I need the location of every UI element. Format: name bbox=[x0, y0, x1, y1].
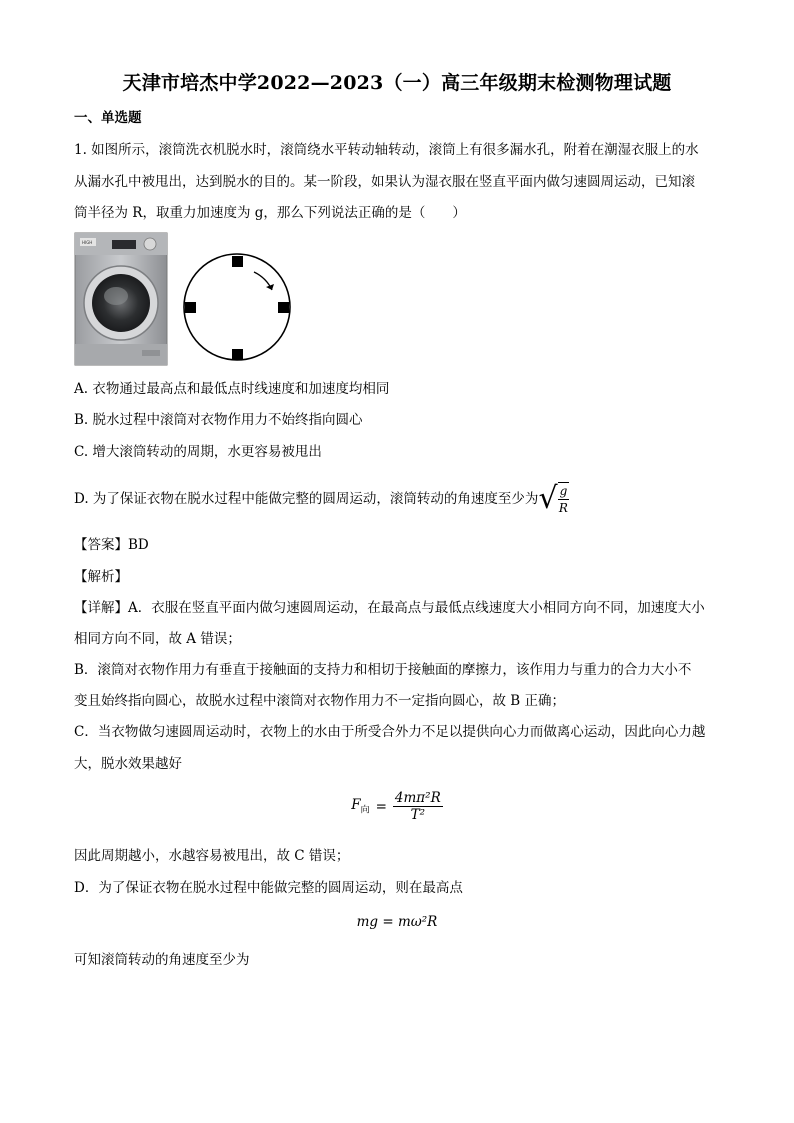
analysis-c-line-2: 大，脱水效果越好 bbox=[74, 756, 182, 772]
analysis-c-line-3: 因此周期越小，水越容易被甩出，故 C 错误； bbox=[74, 848, 350, 864]
option-c: C. 增大滚筒转动的周期，水更容易被甩出 bbox=[74, 444, 322, 460]
clothes-block-bottom bbox=[232, 349, 243, 360]
analysis-c-line-1: C．当衣物做匀速圆周运动时，衣物上的水由于所受合外力不足以提供向心力而做离心运动，因此向心力越 bbox=[74, 724, 706, 740]
section-heading: 一、单选题 bbox=[74, 110, 142, 126]
washing-machine-image bbox=[74, 232, 168, 366]
formula1-fraction bbox=[393, 790, 443, 823]
option-b: B. 脱水过程中滚筒对衣物作用力不始终指向圆心 bbox=[74, 412, 363, 428]
drum-circle-diagram bbox=[178, 246, 298, 366]
question-line-3: 筒半径为 R，取重力加速度为 g，那么下列说法正确的是（ ） bbox=[74, 205, 466, 221]
formula1-denominator: T² bbox=[410, 807, 426, 823]
analysis-d-line-1: D．为了保证衣物在脱水过程中能做完整的圆周运动，则在最高点 bbox=[74, 880, 463, 896]
formula-weight-equals-centripetal: mg = mω²R bbox=[356, 914, 438, 930]
option-d-text: D. 为了保证衣物在脱水过程中能做完整的圆周运动，滚筒转动的角速度至少为 bbox=[74, 491, 539, 507]
analysis-a-line-1 bbox=[74, 598, 705, 618]
clothes-block-top bbox=[232, 256, 243, 267]
svg-text:HIGH: HIGH bbox=[82, 240, 93, 245]
formula1-lhs: $F_向$ bbox=[351, 797, 370, 816]
analysis-a-line-2: 相同方向不同，故 A 错误； bbox=[74, 631, 241, 647]
question-line-1: 1. 如图所示，滚筒洗衣机脱水时，滚筒绕水平转动轴转动，滚筒上有很多漏水孔，附着在潮湿衣服上的水 bbox=[74, 142, 699, 158]
washing-machine-illustration bbox=[74, 232, 168, 366]
clothes-block-left bbox=[185, 302, 196, 313]
answer-line bbox=[74, 535, 149, 555]
answer-label: 【答案】 bbox=[74, 537, 128, 553]
analysis-label: 【解析】 bbox=[74, 569, 128, 585]
analysis-b-line-2: 变且始终指向圆心，故脱水过程中滚筒对衣物作用力不一定指向圆心，故 B 正确； bbox=[74, 693, 566, 709]
formula1-numerator: 4mπ²R bbox=[394, 790, 441, 806]
option-d bbox=[74, 482, 569, 516]
answer-value: BD bbox=[128, 537, 149, 553]
analysis-b-line-1: B．滚筒对衣物作用力有垂直于接触面的支持力和相切于接触面的摩擦力，该作用力与重力的合力大小不 bbox=[74, 662, 692, 678]
sqrt-denominator: R bbox=[558, 501, 568, 515]
drum-rotation-diagram bbox=[178, 246, 298, 366]
detail-label: 【详解】 bbox=[74, 600, 128, 616]
question-line-2: 从漏水孔中被甩出，达到脱水的目的。某一阶段，如果认为湿衣服在竖直平面内做匀速圆周运动，已知滚 bbox=[74, 174, 695, 190]
radical-sign-icon: √ bbox=[538, 481, 558, 516]
option-a: A. 衣物通过最高点和最低点时线速度和加速度均相同 bbox=[74, 381, 390, 397]
sqrt-g-over-r bbox=[538, 482, 569, 516]
sqrt-numerator: g bbox=[559, 484, 568, 498]
document-title: 天津市培杰中学2022—2023（一）高三年级期末检测物理试题 bbox=[122, 72, 672, 94]
clothes-block-right bbox=[278, 302, 289, 313]
analysis-d-line-2: 可知滚筒转动的角速度至少为 bbox=[74, 952, 250, 968]
formula-centripetal-force: $F_向$ = $\frac{\text{4mπ²R}}{\text{T²}}$ bbox=[351, 790, 441, 823]
analysis-a-text-1: A．衣服在竖直平面内做匀速圆周运动，在最高点与最低点线速度大小相同方向不同，加速度大小 bbox=[128, 600, 705, 616]
